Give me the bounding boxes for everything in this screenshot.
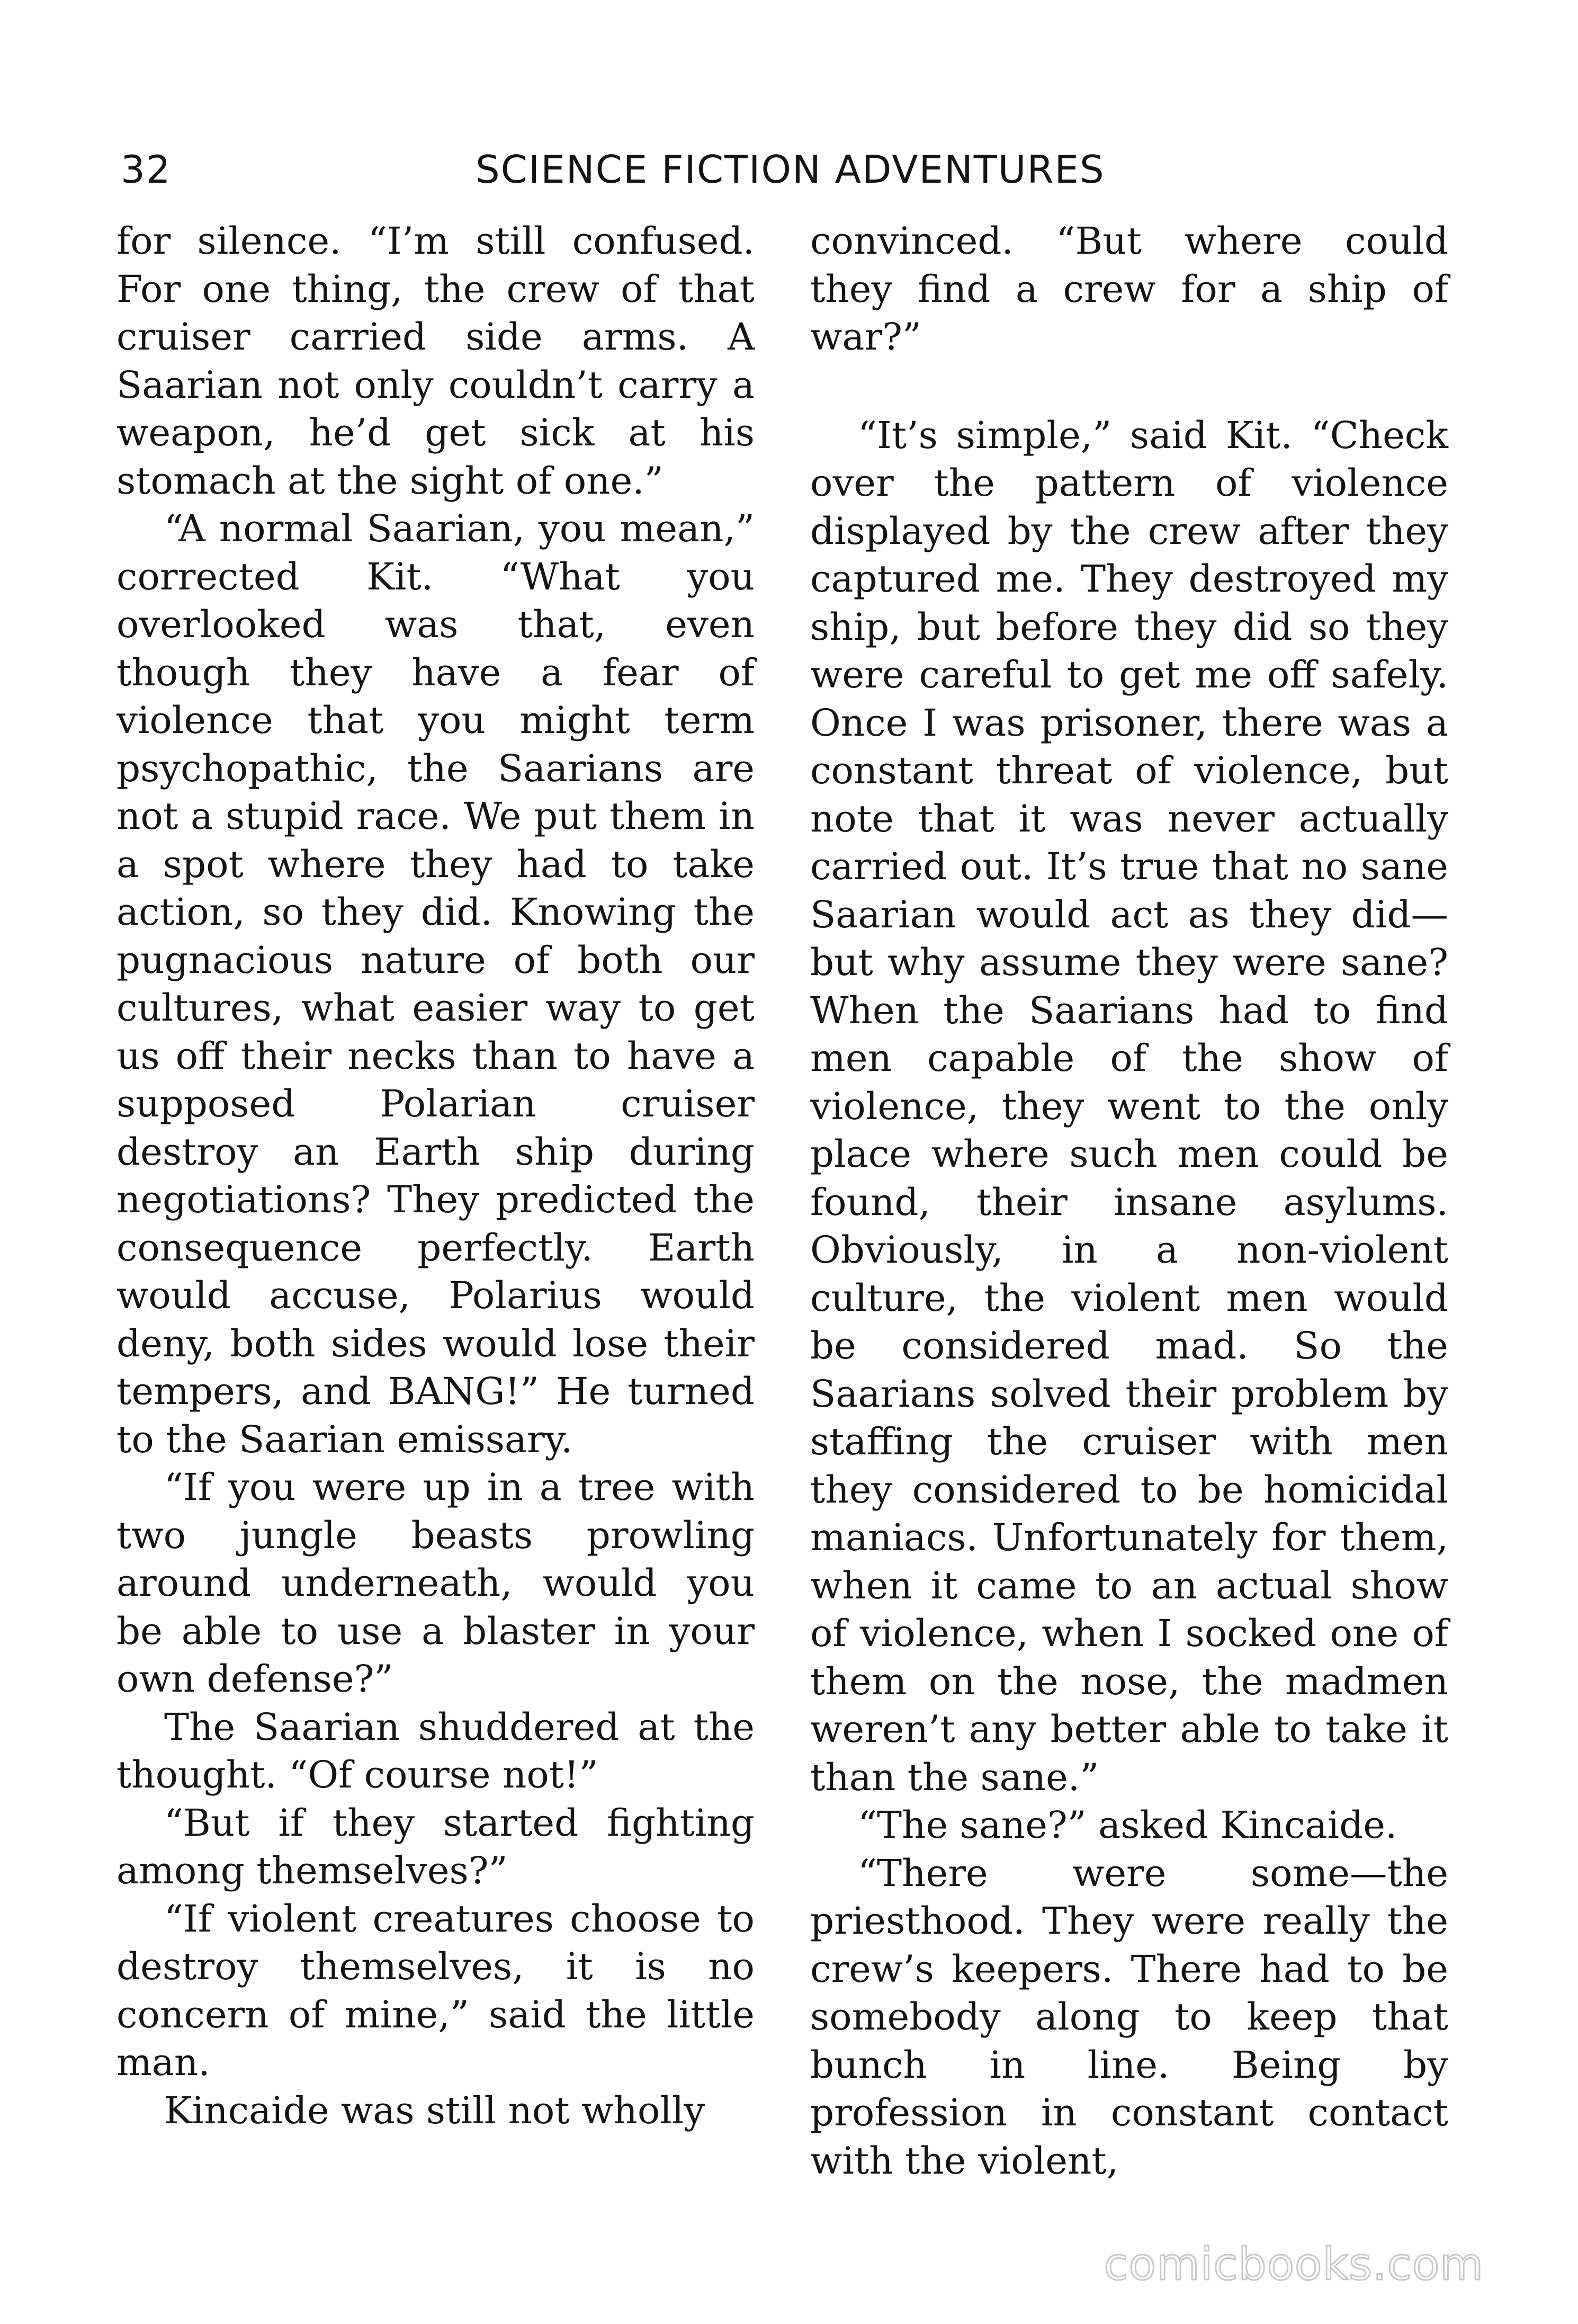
running-head: SCIENCE FICTION ADVENTURES bbox=[476, 147, 1105, 192]
paragraph: “If you were up in a tree with two jungle beasts prowling around underneath, would you be able to use a blaster in your own defense?” bbox=[116, 1465, 755, 1701]
page-number: 32 bbox=[121, 147, 172, 192]
paragraph: “A normal Saarian, you mean,” corrected Kit. “What you overlooked was that, even though they have a fear of violence that you might term psychopathic, the Saarians are not a stupid race. We put them in a spot where they had to take action, so they did. Knowing the pugnacious nature of both our cultures, what easier way to get us off their necks than to have a supposed Polarian cruiser destroy an Earth ship during negotiations? They predicted the consequence perfectly. Earth would accuse, Polarius would deny, both sides would lose their tempers, and BANG!” He turned to the Saarian emissary. bbox=[116, 507, 755, 1461]
paragraph: convinced. “But where could they find a crew for a ship of war?” bbox=[810, 219, 1448, 359]
paragraph: “If violent creatures choose to destroy themselves, it is no concern of mine,” said the little man. bbox=[116, 1897, 755, 2084]
paragraph: “But if they started fighting among themselves?” bbox=[116, 1801, 755, 1892]
paragraph: for silence. “I’m still confused. For one thing, the crew of that cruiser carried side arms. A Saarian not only couldn’t carry a weapon, he’d get sick at his stomach at the sight of one.” bbox=[116, 219, 755, 503]
right-column bbox=[810, 217, 1448, 2185]
paragraph: Kincaide was still not wholly bbox=[164, 2088, 705, 2132]
watermark-logo: comicbooks.com bbox=[1104, 2238, 1484, 2290]
left-column bbox=[116, 217, 755, 2134]
paragraph: “There were some—the priesthood. They were really the crew’s keepers. There had to be somebody along to keep that bunch in line. Being by profession in constant contact with the violent, bbox=[810, 1851, 1448, 2183]
page-header bbox=[121, 143, 1445, 201]
paragraph: The Saarian shuddered at the thought. “Of course not!” bbox=[116, 1705, 755, 1796]
paragraph: “It’s simple,” said Kit. “Check over the pattern of violence displayed by the crew after they captured me. They destroyed my ship, but before they did so they were careful to get me off safely. Once I was prisoner, there was a constant threat of violence, but note that it was never actually carried out. It’s true that no sane Saarian would act as they did—but why assume they were sane? When the Saarians had to find men capable of the show of violence, they went to the only place where such men could be found, their insane asylums. Obviously, in a non-violent culture, the violent men would be considered mad. So the Saarians solved their problem by staffing the cruiser with men they considered to be homicidal maniacs. Unfortunately for them, when it came to an actual show of violence, when I socked one of them on the nose, the madmen weren’t any better able to take it than the sane.” bbox=[810, 413, 1448, 1799]
paragraph: “The sane?” asked Kincaide. bbox=[858, 1803, 1397, 1847]
